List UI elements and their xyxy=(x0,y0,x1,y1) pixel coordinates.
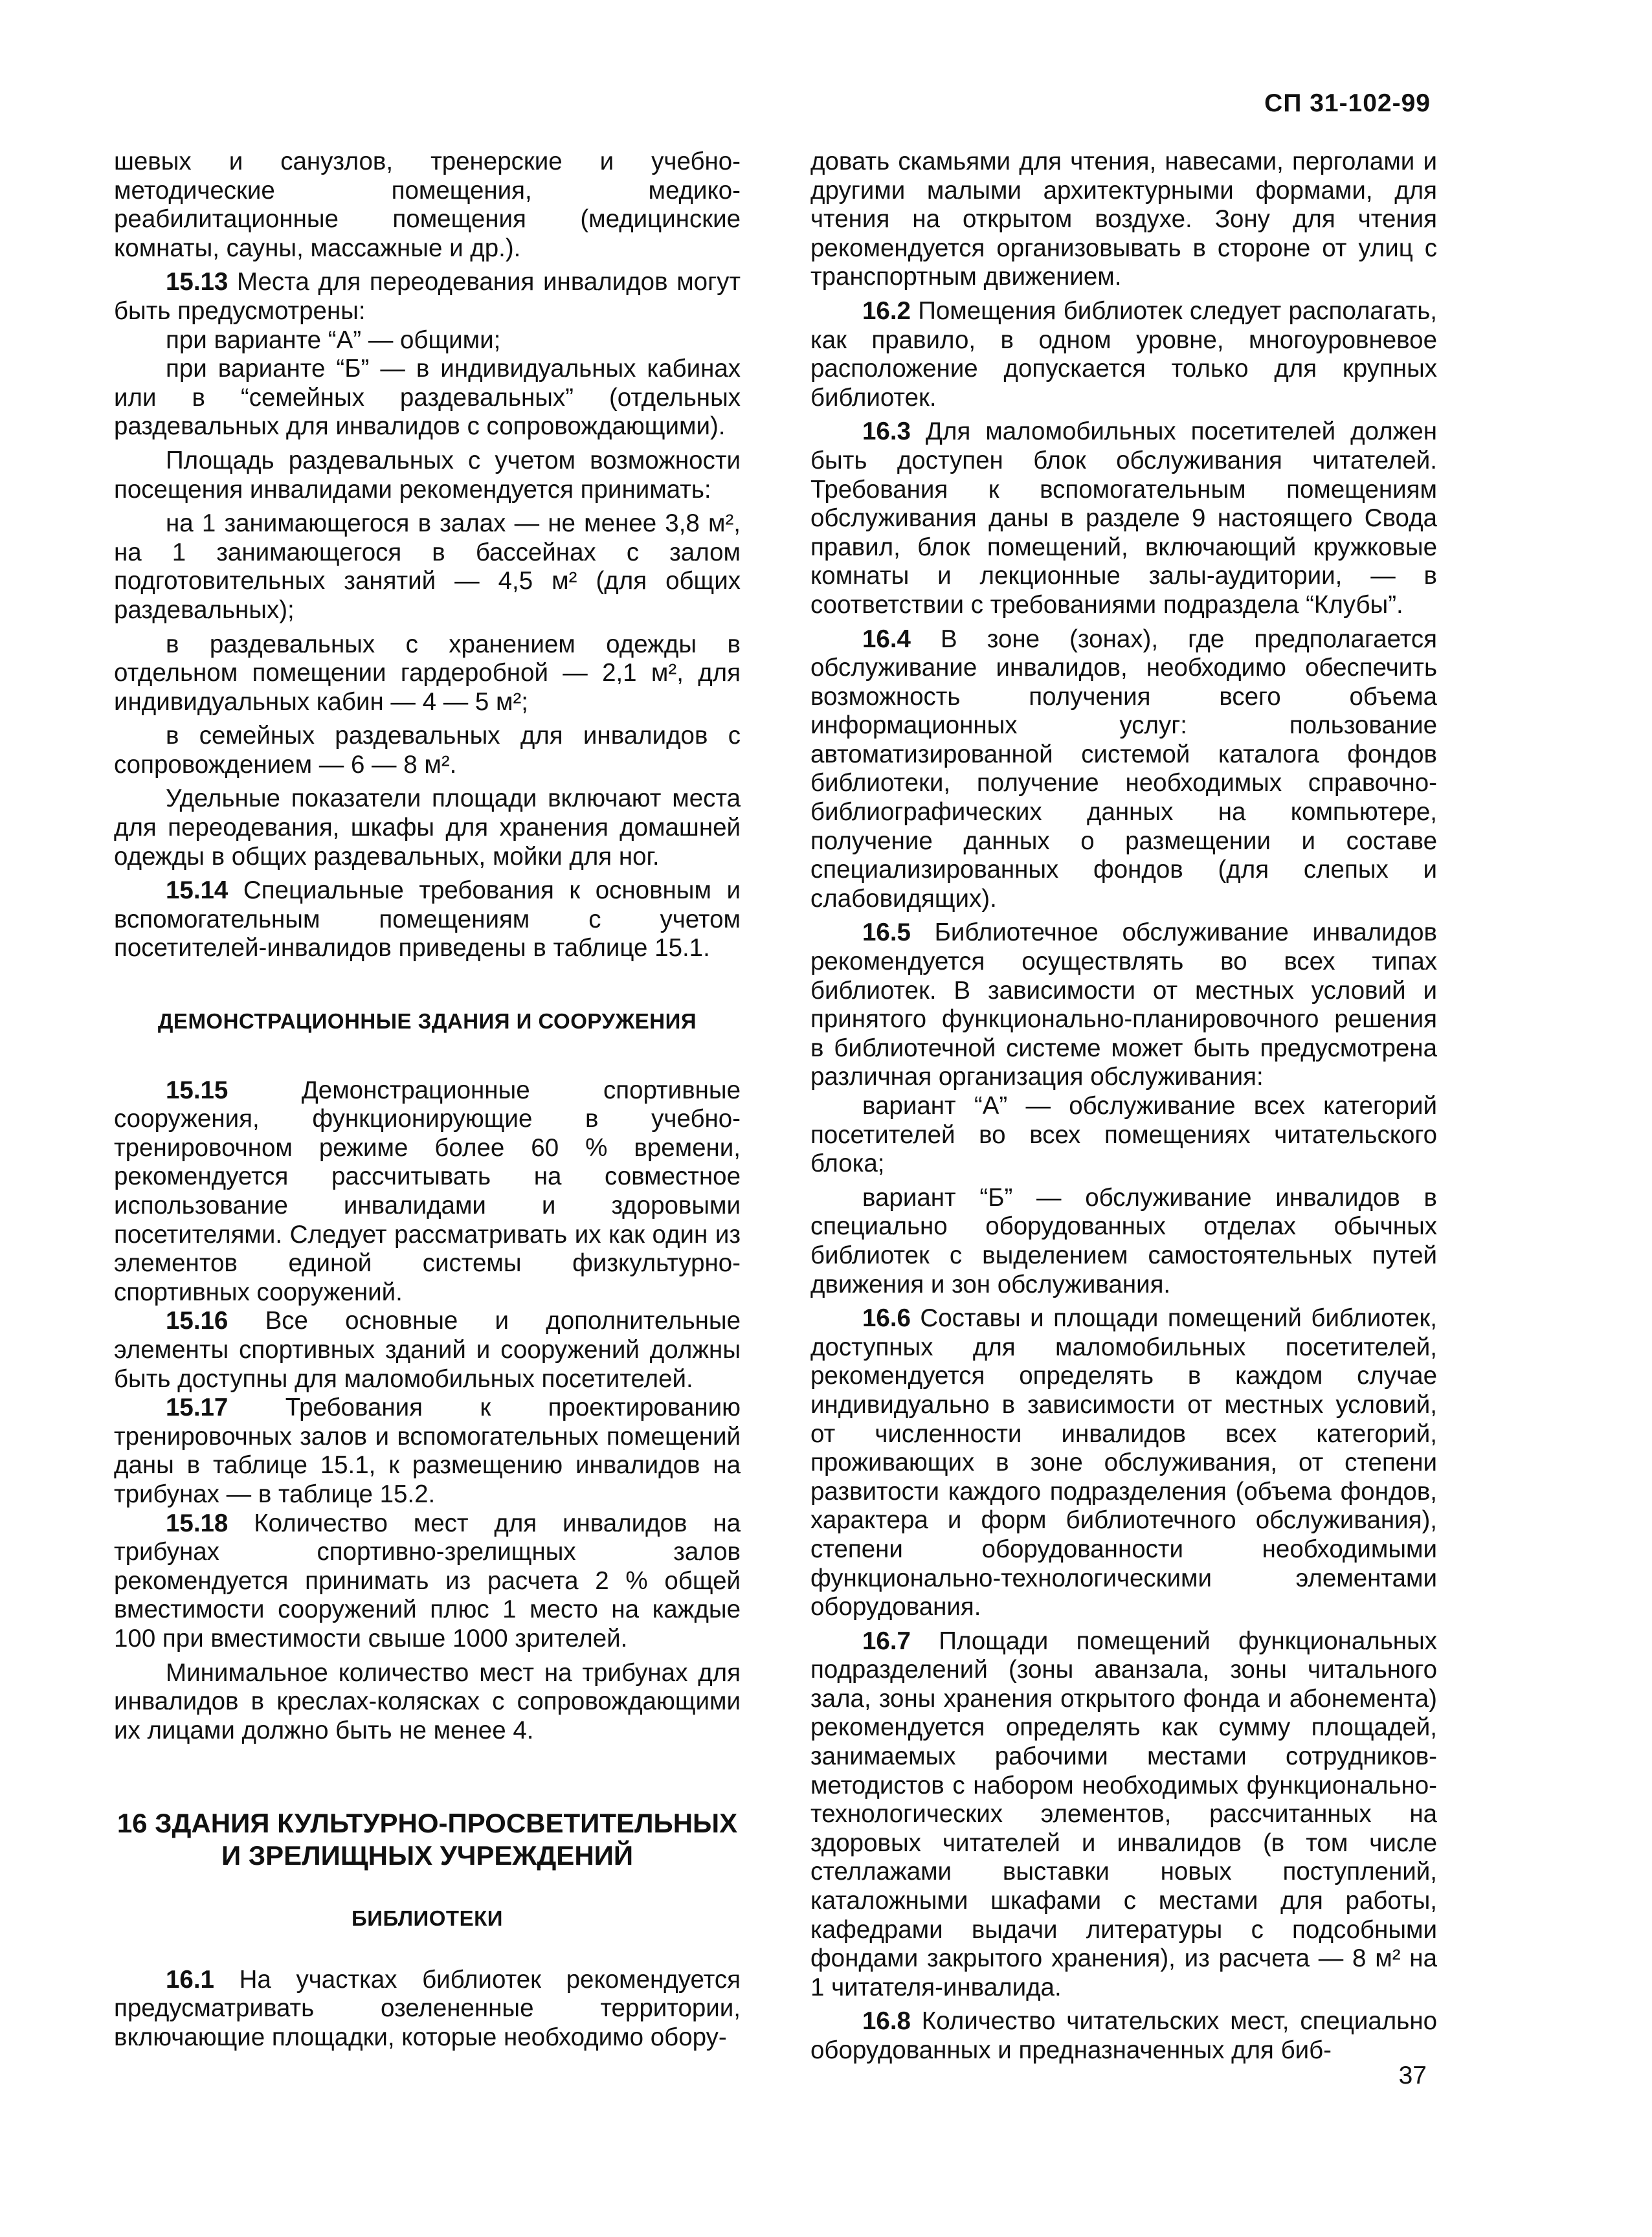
paragraph: в семейных раздевальных для инвалидов с сопровождением — 6 — 8 м². xyxy=(114,722,741,779)
paragraph: Площадь раздевальных с учетом возможности посещения инвалидами рекомендуется принимать: xyxy=(114,446,741,504)
clause-text: В зоне (зонах), где предполагается обслуживание инвалидов, необходимо обеспечить возможность получения всего объема информационных услуг: пользование автоматизированной системой каталога фондов библиотеки, получение необходимых справочно-библиографических данных на компьютере, получение данных о размещении и составе специализированных фондов (для слепых и слабовидящих). xyxy=(810,625,1437,913)
clause-number: 15.18 xyxy=(166,1509,229,1537)
clause-text: Площади помещений функциональных подразделений (зоны аванзала, зоны читального зала, зоны хранения открытого фонда и абонемента) рекомендуется определять как сумму площадей, занимаемых рабочими местами сотрудников-методистов с набором необходимых функционально-технологических элементов, рассчитанных на здоровых читателей и инвалидов (в том числе стеллажами выставки новых поступлений, каталожными шкафами с местами для работы, кафедрами выдачи литературы с подсобными фондами закрытого хранения), из расчета — 8 м² на 1 читателя-инвалида. xyxy=(810,1627,1437,2001)
clause-16-1 xyxy=(114,1966,741,2053)
left-column xyxy=(114,148,741,2053)
clause-number: 16.1 xyxy=(166,1965,214,1994)
clause-text: Помещения библиотек следует располагать, как правило, в одном уровне, многоуровневое расположение допускается только для крупных библиотек. xyxy=(810,296,1437,412)
clause-number: 15.14 xyxy=(166,876,229,905)
clause-number: 16.5 xyxy=(862,918,911,947)
paragraph: при варианте “Б” — в индивидуальных кабинах или в “семейных раздевальных” (отдельных раздевальных для инвалидов с сопровождающими). xyxy=(114,355,741,441)
paragraph: шевых и санузлов, тренерские и учебно-методические помещения, медико-реабилитационные помещения (медицинские комнаты, сауны, массажные и др.). xyxy=(114,148,741,262)
chapter-heading-16: 16 ЗДАНИЯ КУЛЬТУРНО-ПРОСВЕТИТЕЛЬНЫХ И ЗРЕЛИЩНЫХ УЧРЕЖДЕНИЙ xyxy=(117,1808,738,1871)
paragraph: Удельные показатели площади включают места для переодевания, шкафы для хранения домашней одежды в общих раздевальных, мойки для ног. xyxy=(114,785,741,871)
clause-text: Требования к проектированию тренировочных залов и вспомогательных помещений даны в таблице 15.1, к размещению инвалидов на трибунах — в таблице 15.2. xyxy=(114,1394,741,1508)
clause-number: 16.4 xyxy=(862,625,911,653)
clause-text: На участках библиотек рекомендуется предусматривать озелененные территории, включающие площадки, которые необходимо обору- xyxy=(114,1965,741,2052)
clause-text: Места для переодевания инвалидов могут быть предусмотрены: xyxy=(114,268,741,325)
paragraph: Минимальное количество мест на трибунах для инвалидов в креслах-колясках с сопровождающими их лицами должно быть не менее 4. xyxy=(114,1658,741,1744)
clause-15-18 xyxy=(114,1509,741,1654)
clause-number: 16.6 xyxy=(862,1304,911,1333)
clause-16-2 xyxy=(810,297,1437,412)
paragraph: в раздевальных с хранением одежды в отдельном помещении гардеробной — 2,1 м², для индивидуальных кабин — 4 — 5 м²; xyxy=(114,630,741,716)
paragraph: при варианте “А” — общими; xyxy=(166,326,501,354)
paragraph: на 1 занимающегося в залах — не менее 3,8 м², на 1 занимающегося в бассейнах с залом подготовительных занятий — 4,5 м² (для общих раздевальных); xyxy=(114,509,741,624)
paragraph: вариант “Б” — обслуживание инвалидов в специально оборудованных отделах обычных библиотек с выделением самостоятельных путей движения и зон обслуживания. xyxy=(810,1183,1437,1298)
clause-number: 16.8 xyxy=(862,2007,911,2036)
page-number: 37 xyxy=(1398,2062,1427,2089)
clause-16-7 xyxy=(810,1627,1437,2003)
clause-16-8 xyxy=(810,2007,1437,2065)
clause-number: 15.13 xyxy=(166,268,229,296)
clause-text: Для маломобильных посетителей должен быть доступен блок обслуживания читателей. Требования к вспомогательным помещениям обслуживания даны в разделе 9 настоящего Свода правил, блок помещений, включающий кружковые комнаты и лекционные залы-аудитории, — в соответствии с требованиями подраздела “Клубы”. xyxy=(810,417,1437,619)
clause-text: Количество мест для инвалидов на трибунах спортивно-зрелищных залов рекомендуется принимать из расчета 2 % общей вместимости сооружений плюс 1 место на каждые 100 при вместимости свыше 1000 зрителей. xyxy=(114,1509,741,1653)
clause-number: 15.17 xyxy=(166,1394,229,1422)
clause-text: Количество читательских мест, специально оборудованных и предназначенных для биб- xyxy=(810,2007,1437,2064)
clause-16-6 xyxy=(810,1304,1437,1622)
clause-number: 16.3 xyxy=(862,417,911,446)
clause-number: 15.15 xyxy=(166,1076,229,1104)
clause-15-16 xyxy=(114,1307,741,1394)
clause-number: 16.2 xyxy=(862,296,911,325)
clause-15-17 xyxy=(114,1394,741,1509)
subsection-heading-libraries: БИБЛИОТЕКИ xyxy=(352,1906,503,1931)
clause-text: Все основные и дополнительные элементы спортивных зданий и сооружений должны быть доступны для маломобильных посетителей. xyxy=(114,1307,741,1393)
clause-text: Составы и площади помещений библиотек, доступных для маломобильных посетителей, рекомендуется определять в каждом случае индивидуально в зависимости от местных условий, от численности инвалидов всех категорий, проживающих в зоне обслуживания, от степени развитости каждого подразделения (объема фондов, характера и форм библиотечного обслуживания), степени оборудованности необходимыми функционально-технологическими элементами оборудования. xyxy=(810,1304,1437,1621)
clause-text: Демонстрационные спортивные сооружения, функционирующие в учебно-тренировочном режиме более 60 % времени, рекомендуется рассчитывать на совместное использование инвалидами и здоровыми посетителями. Следует рассматривать их как один из элементов единой системы физкультурно-спортивных сооружений. xyxy=(114,1076,741,1306)
right-column xyxy=(810,148,1437,2065)
paragraph: вариант “А” — обслуживание всех категорий посетителей во всех помещениях читательского блока; xyxy=(810,1092,1437,1178)
document-code: СП 31-102-99 xyxy=(1264,89,1431,117)
clause-number: 15.16 xyxy=(166,1307,229,1335)
clause-15-15 xyxy=(114,1076,741,1308)
clause-15-14 xyxy=(114,876,741,963)
paragraph: довать скамьями для чтения, навесами, перголами и другими малыми архитектурными формами, для чтения на открытом воздухе. Зону для чтения рекомендуется организовывать в стороне от улиц с транспортным движением. xyxy=(810,148,1437,291)
clause-16-4 xyxy=(810,625,1437,914)
section-heading-demo: ДЕМОНСТРАЦИОННЫЕ ЗДАНИЯ И СООРУЖЕНИЯ xyxy=(157,1009,697,1034)
clause-number: 16.7 xyxy=(862,1627,911,1655)
clause-text: Специальные требования к основным и вспомогательным помещениям с учетом посетителей-инвалидов приведены в таблице 15.1. xyxy=(114,876,741,963)
clause-15-13 xyxy=(114,268,741,326)
clause-16-3 xyxy=(810,417,1437,619)
clause-text: Библиотечное обслуживание инвалидов рекомендуется осуществлять во всех типах библиотек. В зависимости от местных условий и принятого функционально-планировочного решения в библиотечной системе может быть предусмотрена различная организация обслуживания: xyxy=(810,918,1437,1091)
clause-16-5 xyxy=(810,918,1437,1092)
